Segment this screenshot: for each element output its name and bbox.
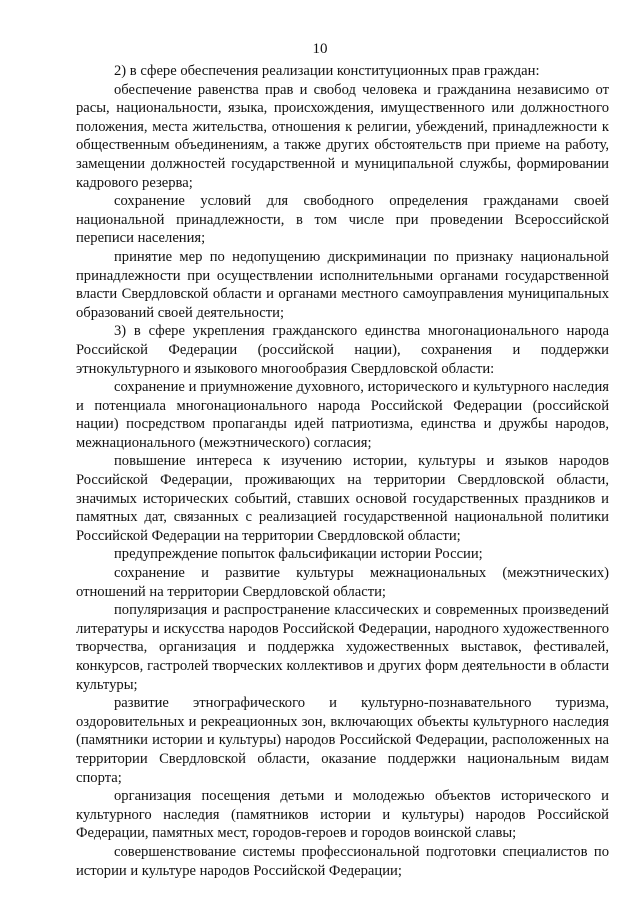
paragraph: совершенствование системы профессиональной подготовки специалистов по истории и культуре народов Российской Федерации; <box>76 843 609 879</box>
paragraph: развитие этнографического и культурно-познавательного туризма, оздоровительных и рекреационных зон, включающих объекты культурного наследия (памятники истории и культуры) народов Российской Федерации, расположенных на территории Свердловской области, оказание поддержки национальным видам спорта; <box>76 695 609 786</box>
paragraph: сохранение и развитие культуры межнациональных (межэтнических) отношений на территории Свердловской области; <box>76 565 609 600</box>
paragraph: предупреждение попыток фальсификации истории России; <box>114 546 483 563</box>
paragraph: обеспечение равенства прав и свобод человека и гражданина независимо от расы, национальности, языка, происхождения, имущественного или должностного положения, места жительства, отношения к религии, убеждений, принадлежности к общественным объединениям, а также других обстоятельств при приеме на работу, замещении должностей государственной и муниципальной службы, формировании кадрового резерва; <box>76 81 609 191</box>
document-body <box>76 62 609 880</box>
page-number: 10 <box>312 41 328 57</box>
paragraph: организация посещения детьми и молодежью объектов исторического и культурного наследия (памятников истории и культуры) народов Российской Федерации, памятных мест, городов-героев и городов воинской славы; <box>76 788 609 842</box>
paragraph: принятие мер по недопущению дискриминации по признаку национальной принадлежности при осуществлении исполнительными органами государственной власти Свердловской области и органами местного самоуправления муниципальных образований своей деятельности; <box>76 248 609 321</box>
paragraph: популяризация и распространение классических и современных произведений литературы и искусства народов Российской Федерации, народного художественного творчества, организация и поддержка художественных выставок, фестивалей, конкурсов, гастролей творческих коллективов и других форм деятельности в области культуры; <box>76 602 609 693</box>
paragraph: повышение интереса к изучению истории, культуры и языков народов Российской Федерации, проживающих на территории Свердловской области, значимых исторических событий, ставших основой государственных праздников и памятных дат, связанных с реализацией государственной национальной политики Российской Федерации на территории Свердловской области; <box>76 453 609 544</box>
paragraph-section-2-heading: 2) в сфере обеспечения реализации конституционных прав граждан: <box>114 63 540 79</box>
paragraph: сохранение условий для свободного определения гражданами своей национальной принадлежности, в том числе при проведении Всероссийской переписи населения; <box>76 193 609 247</box>
paragraph: сохранение и приумножение духовного, исторического и культурного наследия и потенциала многонационального народа Российской Федерации (российской нации) посредством пропаганды идей патриотизма, единства и дружбы народов, межнационального (межэтнического) согласия; <box>76 379 609 451</box>
paragraph-section-3-heading: 3) в сфере укрепления гражданского единства многонационального народа Российской Федерации (российской нации), сохранения и поддержки этнокультурного и языкового многообразия Свердловской области: <box>76 323 609 377</box>
